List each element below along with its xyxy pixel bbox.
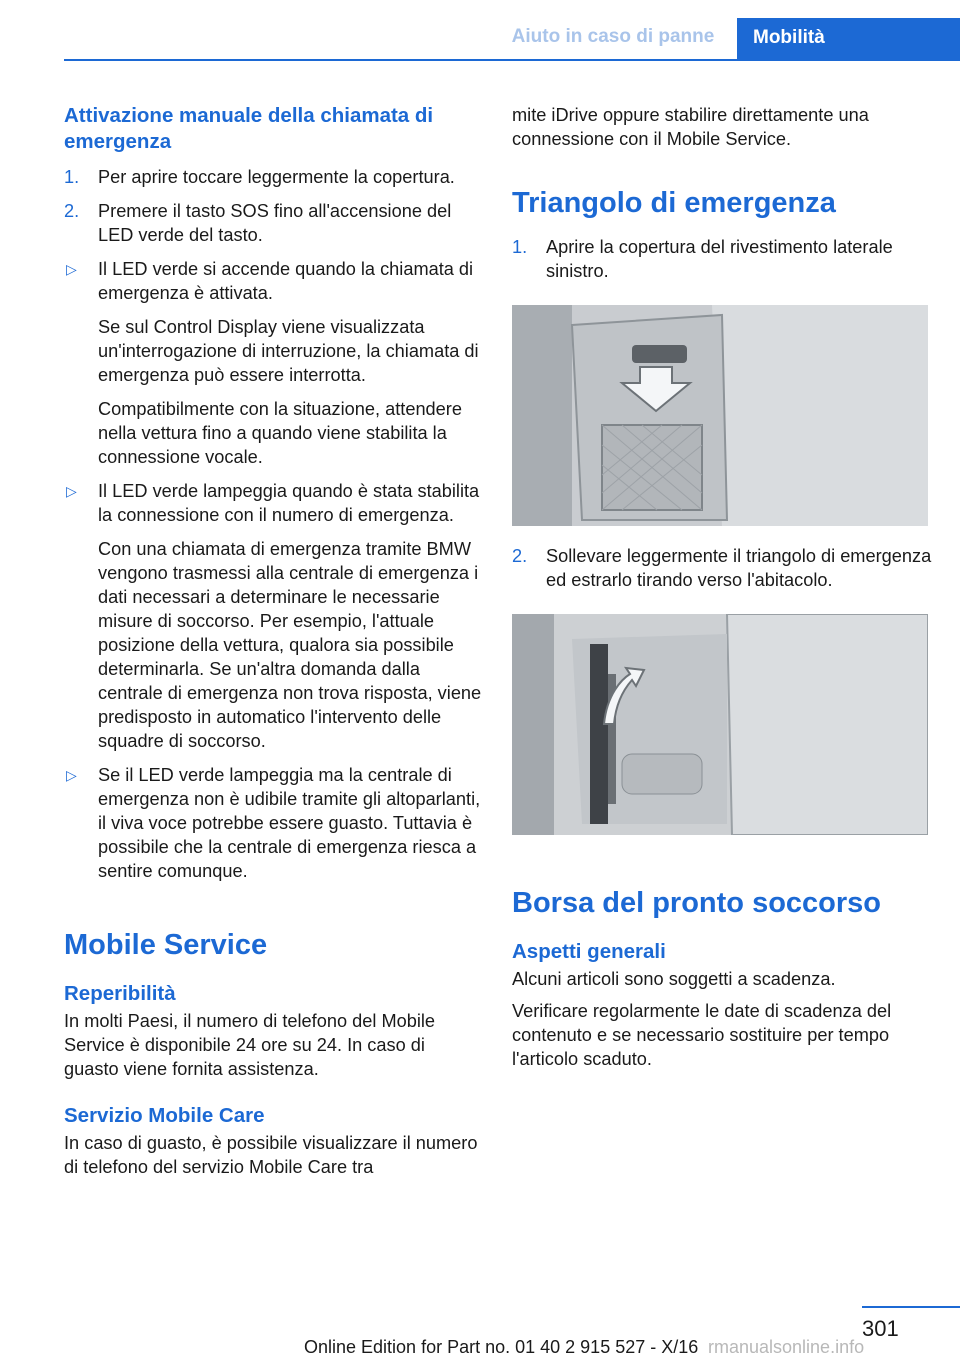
led-status-list: [64, 257, 482, 883]
list-item: [64, 165, 482, 189]
edition-text: Online Edition for Part no. 01 40 2 915 527 - X/16: [304, 1337, 699, 1357]
reperibilita-heading: Reperibilità: [64, 982, 176, 1005]
left-column: [64, 103, 482, 1179]
bullet-text: Il LED verde si accende quando la chiamata di emergenza è attivata.: [98, 259, 474, 303]
list-item: [512, 235, 932, 283]
list-item: [64, 199, 482, 247]
first-aid-title: Borsa del pronto soccorso: [512, 887, 882, 919]
step-text: Sollevare leggermente il triangolo di emergenza ed estrarlo tirando verso l'abitacolo.: [546, 546, 932, 590]
bullet-subtext: Se sul Control Display viene visualizzata un'interrogazione di interruzione, la chiamata di emergenza può essere interrotta.: [98, 317, 479, 385]
manual-call-steps: [64, 165, 482, 247]
reperibilita-text: In molti Paesi, il numero di telefono del Mobile Service è disponibile 24 ore su 24. In caso di guasto viene fornita assistenza.: [64, 1011, 436, 1079]
list-item: [64, 257, 482, 469]
mobile-care-text: In caso di guasto, è possibile visualizzare il numero di telefono del servizio Mobile Care tra: [64, 1133, 478, 1177]
chapter-tab[interactable]: Mobilità: [737, 18, 960, 60]
step-number: 2.: [64, 201, 80, 221]
triangle-title: Triangolo di emergenza: [512, 187, 836, 219]
list-item: [512, 544, 932, 592]
watermark: rmanualsonline.info: [708, 1337, 865, 1357]
step-number: 1.: [512, 237, 528, 257]
step-number: 2.: [512, 546, 528, 566]
manual-call-heading: Attivazione manuale della chiamata di emergenza: [64, 104, 434, 153]
section-tab[interactable]: Aiuto in caso di panne: [511, 26, 715, 47]
triangle-steps: [512, 235, 932, 283]
warning-triangle-removal-image: [512, 614, 928, 835]
mobile-care-heading: Servizio Mobile Care: [64, 1104, 265, 1127]
general-heading: Aspetti generali: [512, 940, 666, 963]
list-item: [64, 763, 482, 883]
step-number: 1.: [64, 167, 80, 187]
bullet-subtext: Con una chiamata di emergenza tramite BMW vengono trasmessi alla centrale di emergenza i dati necessari a determinare le necessarie misure di soccorso. Per esempio, l'attuale posizione della vettura, qualora sia possibile determinarla. Se un'altra domanda dalla centrale di emergenza non trova risposta, viene predisposto in automatico l'intervento delle squadre di soccorso.: [98, 539, 482, 751]
page-number: 301: [862, 1316, 899, 1341]
bullet-text: Il LED verde lampeggia quando è stata stabilita la connessione con il numero di emergenza.: [98, 481, 480, 525]
footer-rule: [862, 1306, 960, 1308]
general-text-2: Verificare regolarmente le date di scadenza del contenuto e se necessario sostituire per tempo l'articolo scaduto.: [512, 1001, 892, 1069]
triangle-steps-2: [512, 544, 932, 592]
step-text: Aprire la copertura del rivestimento laterale sinistro.: [546, 237, 893, 281]
mobile-service-title: Mobile Service: [64, 929, 268, 961]
bullet-text: Se il LED verde lampeggia ma la centrale di emergenza non è udibile tramite gli altoparlanti, il viva voce potrebbe essere guasto. Tuttavia è possibile che la centrale di emergenza riesca a sentire comunque.: [98, 765, 481, 881]
step-text: Per aprire toccare leggermente la copertura.: [98, 167, 455, 187]
bullet-subtext: Compatibilmente con la situazione, attendere nella vettura fino a quando viene stabilita la connessione vocale.: [98, 399, 462, 467]
header-rule: [64, 59, 960, 61]
page-header: [0, 0, 960, 62]
triangle-bullet-icon: ▷: [66, 483, 77, 499]
side-panel-cover-image: [512, 305, 928, 526]
list-item: [64, 479, 482, 753]
triangle-bullet-icon: ▷: [66, 767, 77, 783]
right-column: [512, 103, 932, 1071]
general-text-1: Alcuni articoli sono soggetti a scadenza.: [512, 969, 836, 989]
step-text: Premere il tasto SOS fino all'accensione del LED verde del tasto.: [98, 201, 452, 245]
triangle-bullet-icon: ▷: [66, 261, 77, 277]
continuation-text: mite iDrive oppure stabilire direttamente una connessione con il Mobile Service.: [512, 105, 869, 149]
